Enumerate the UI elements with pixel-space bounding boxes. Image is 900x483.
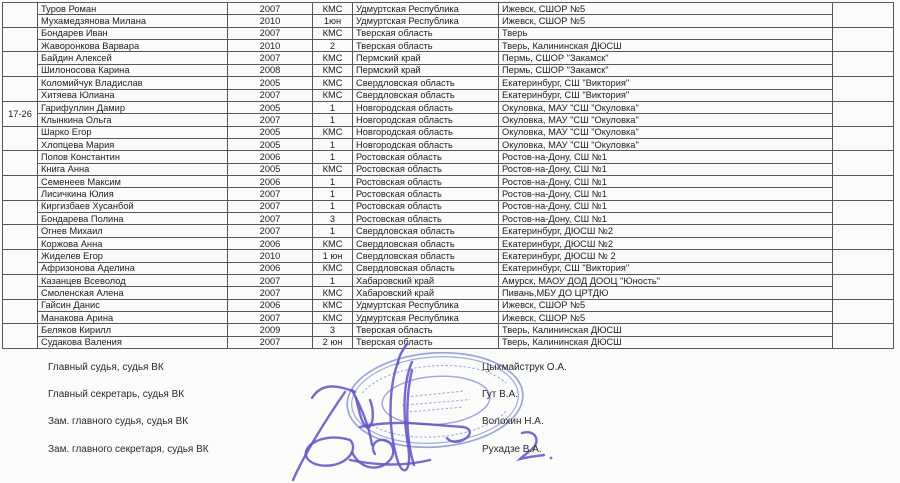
club-cell: Окуловка, МАУ "СШ "Окуловка" bbox=[499, 101, 833, 113]
rank-cell: КМС bbox=[313, 311, 353, 323]
name-cell: Хитяева Юлиана bbox=[38, 89, 228, 101]
table-row bbox=[3, 89, 894, 101]
table-row bbox=[3, 176, 894, 188]
signature-title-chief-secretary: Главный секретарь, судья ВК bbox=[48, 389, 185, 400]
region-cell: Ростовская область bbox=[353, 151, 499, 163]
signature-name-deputy-judge: Волохин Н.А. bbox=[482, 416, 544, 427]
year-cell: 2005 bbox=[228, 163, 313, 175]
year-cell: 2005 bbox=[228, 126, 313, 138]
region-cell: Ростовская область bbox=[353, 200, 499, 212]
rank-cell: 1 bbox=[313, 151, 353, 163]
results-table bbox=[2, 2, 894, 349]
name-cell: Гарифуллин Дамир bbox=[38, 101, 228, 113]
name-cell: Книга Анна bbox=[38, 163, 228, 175]
year-cell: 2009 bbox=[228, 324, 313, 336]
rank-cell: КМС bbox=[313, 3, 353, 15]
place-cell bbox=[3, 151, 38, 176]
name-cell: Судакова Валения bbox=[38, 336, 228, 348]
table-row bbox=[3, 15, 894, 27]
name-cell: Байдин Алексей bbox=[38, 52, 228, 64]
year-cell: 2008 bbox=[228, 64, 313, 76]
rank-cell: КМС bbox=[313, 52, 353, 64]
table-row bbox=[3, 77, 894, 89]
extra-cell bbox=[833, 101, 894, 126]
table-row bbox=[3, 188, 894, 200]
region-cell: Тверская область bbox=[353, 324, 499, 336]
signature-title-deputy-secretary: Зам. главного секретаря, судья ВК bbox=[48, 444, 209, 455]
name-cell: Семенеев Максим bbox=[38, 176, 228, 188]
name-cell: Огнев Михаил bbox=[38, 225, 228, 237]
year-cell: 2007 bbox=[228, 287, 313, 299]
table-row bbox=[3, 40, 894, 52]
name-cell: Шилоносова Карина bbox=[38, 64, 228, 76]
year-cell: 2006 bbox=[228, 299, 313, 311]
year-cell: 2006 bbox=[228, 262, 313, 274]
club-cell: Ростов-на-Дону, СШ №1 bbox=[499, 213, 833, 225]
region-cell: Тверская область bbox=[353, 40, 499, 52]
region-cell: Хабаровский край bbox=[353, 287, 499, 299]
name-cell: Бондарева Полина bbox=[38, 213, 228, 225]
rank-cell: КМС bbox=[313, 163, 353, 175]
club-cell: Ростов-на-Дону, СШ №1 bbox=[499, 188, 833, 200]
place-cell bbox=[3, 225, 38, 250]
club-cell: Окуловка, МАУ "СШ "Окуловка" bbox=[499, 138, 833, 150]
club-cell: Тверь, Калининская ДЮСШ bbox=[499, 336, 833, 348]
extra-cell bbox=[833, 274, 894, 299]
place-cell bbox=[3, 52, 38, 77]
rank-cell: КМС bbox=[313, 77, 353, 89]
club-cell: Амурск, МАОУ ДОД ДООЦ "Юность" bbox=[499, 274, 833, 286]
table-row bbox=[3, 151, 894, 163]
club-cell: Окуловка, МАУ "СШ "Окуловка" bbox=[499, 114, 833, 126]
year-cell: 2005 bbox=[228, 77, 313, 89]
year-cell: 2006 bbox=[228, 237, 313, 249]
place-cell: 17-26 bbox=[3, 101, 38, 126]
year-cell: 2010 bbox=[228, 40, 313, 52]
table-row bbox=[3, 3, 894, 15]
rank-cell: КМС bbox=[313, 27, 353, 39]
name-cell: Лисичкина Юлия bbox=[38, 188, 228, 200]
extra-cell bbox=[833, 126, 894, 151]
extra-cell bbox=[833, 151, 894, 176]
name-cell: Смоленская Алена bbox=[38, 287, 228, 299]
extra-cell bbox=[833, 52, 894, 77]
region-cell: Пермский край bbox=[353, 64, 499, 76]
rank-cell: КМС bbox=[313, 299, 353, 311]
rank-cell: 1 bbox=[313, 114, 353, 126]
stamp-and-signature bbox=[285, 338, 565, 483]
extra-cell bbox=[833, 200, 894, 225]
region-cell: Удмуртская Республика bbox=[353, 299, 499, 311]
region-cell: Новгородская область bbox=[353, 126, 499, 138]
club-cell: Ростов-на-Дону, СШ №1 bbox=[499, 163, 833, 175]
year-cell: 2007 bbox=[228, 27, 313, 39]
place-cell bbox=[3, 250, 38, 275]
region-cell: Свердловская область bbox=[353, 262, 499, 274]
name-cell: Клынкина Ольга bbox=[38, 114, 228, 126]
club-cell: Екатеринбург, ДЮСШ №2 bbox=[499, 225, 833, 237]
name-cell: Манакова Арина bbox=[38, 311, 228, 323]
year-cell: 2007 bbox=[228, 89, 313, 101]
table-row bbox=[3, 287, 894, 299]
year-cell: 2007 bbox=[228, 225, 313, 237]
region-cell: Ростовская область bbox=[353, 188, 499, 200]
name-cell: Шарко Егор bbox=[38, 126, 228, 138]
rank-cell: 1 bbox=[313, 176, 353, 188]
name-cell: Казанцев Всеволод bbox=[38, 274, 228, 286]
region-cell: Свердловская область bbox=[353, 89, 499, 101]
extra-cell bbox=[833, 299, 894, 324]
region-cell: Новгородская область bbox=[353, 138, 499, 150]
rank-cell: КМС bbox=[313, 89, 353, 101]
year-cell: 2007 bbox=[228, 311, 313, 323]
club-cell: Ростов-на-Дону, СШ №1 bbox=[499, 176, 833, 188]
rank-cell: КМС bbox=[313, 126, 353, 138]
region-cell: Свердловская область bbox=[353, 225, 499, 237]
region-cell: Хабаровский край bbox=[353, 274, 499, 286]
year-cell: 2005 bbox=[228, 138, 313, 150]
table-row bbox=[3, 311, 894, 323]
region-cell: Ростовская область bbox=[353, 163, 499, 175]
region-cell: Новгородская область bbox=[353, 101, 499, 113]
signature-title-deputy-judge: Зам. главного судья, судья ВК bbox=[48, 416, 189, 427]
rank-cell: КМС bbox=[313, 64, 353, 76]
club-cell: Окуловка, МАУ "СШ "Окуловка" bbox=[499, 126, 833, 138]
table-row bbox=[3, 299, 894, 311]
club-cell: Ростов-на-Дону, СШ №1 bbox=[499, 200, 833, 212]
rank-cell: 1юн bbox=[313, 15, 353, 27]
region-cell: Ростовская область bbox=[353, 176, 499, 188]
table-row bbox=[3, 126, 894, 138]
rank-cell: 3 bbox=[313, 213, 353, 225]
club-cell: Екатеринбург, ДЮСШ №2 bbox=[499, 237, 833, 249]
table-row bbox=[3, 213, 894, 225]
place-cell bbox=[3, 176, 38, 201]
rank-cell: 1 bbox=[313, 274, 353, 286]
extra-cell bbox=[833, 324, 894, 349]
year-cell: 2006 bbox=[228, 176, 313, 188]
table-row bbox=[3, 163, 894, 175]
rank-cell: КМС bbox=[313, 237, 353, 249]
year-cell: 2006 bbox=[228, 151, 313, 163]
name-cell: Хлопцева Мария bbox=[38, 138, 228, 150]
table-row bbox=[3, 324, 894, 336]
club-cell: Тверь bbox=[499, 27, 833, 39]
name-cell: Мухамедзянова Милана bbox=[38, 15, 228, 27]
extra-cell bbox=[833, 27, 894, 52]
name-cell: Беляков Кирилл bbox=[38, 324, 228, 336]
club-cell: Екатеринбург, СШ "Виктория" bbox=[499, 77, 833, 89]
rank-cell: 2 bbox=[313, 40, 353, 52]
club-cell: Екатеринбург, СШ "Виктория" bbox=[499, 89, 833, 101]
table-row bbox=[3, 64, 894, 76]
region-cell: Свердловская область bbox=[353, 250, 499, 262]
rank-cell: 1 bbox=[313, 138, 353, 150]
table-row bbox=[3, 250, 894, 262]
region-cell: Пермский край bbox=[353, 52, 499, 64]
rank-cell: КМС bbox=[313, 287, 353, 299]
place-cell bbox=[3, 3, 38, 28]
name-cell: Бондарев Иван bbox=[38, 27, 228, 39]
signature-title-chief-judge: Главный судья, судья ВК bbox=[48, 362, 164, 373]
rank-cell: 1 юн bbox=[313, 250, 353, 262]
club-cell: Пивань,МБУ ДО ЦРТДЮ bbox=[499, 287, 833, 299]
rank-cell: КМС bbox=[313, 262, 353, 274]
place-cell bbox=[3, 200, 38, 225]
extra-cell bbox=[833, 3, 894, 28]
club-cell: Ижевск, СШОР №5 bbox=[499, 299, 833, 311]
club-cell: Тверь, Калининская ДЮСШ bbox=[499, 40, 833, 52]
rank-cell: 3 bbox=[313, 324, 353, 336]
table-row bbox=[3, 52, 894, 64]
region-cell: Свердловская область bbox=[353, 237, 499, 249]
year-cell: 2005 bbox=[228, 101, 313, 113]
year-cell: 2007 bbox=[228, 213, 313, 225]
table-row bbox=[3, 262, 894, 274]
results-table-body bbox=[3, 3, 894, 349]
year-cell: 2010 bbox=[228, 15, 313, 27]
table-row bbox=[3, 27, 894, 39]
year-cell: 2007 bbox=[228, 336, 313, 348]
extra-cell bbox=[833, 77, 894, 102]
signature-name-chief-judge: Цыхмайструк О.А. bbox=[482, 362, 567, 373]
year-cell: 2007 bbox=[228, 188, 313, 200]
table-row bbox=[3, 138, 894, 150]
club-cell: Тверь, Калининская ДЮСШ bbox=[499, 324, 833, 336]
name-cell: Афризонова Аделина bbox=[38, 262, 228, 274]
name-cell: Жиделев Егор bbox=[38, 250, 228, 262]
table-row bbox=[3, 225, 894, 237]
table-row bbox=[3, 274, 894, 286]
region-cell: Новгородская область bbox=[353, 114, 499, 126]
year-cell: 2007 bbox=[228, 200, 313, 212]
club-cell: Пермь, СШОР "Закамск" bbox=[499, 52, 833, 64]
year-cell: 2007 bbox=[228, 52, 313, 64]
place-cell bbox=[3, 77, 38, 102]
rank-cell: 1 bbox=[313, 101, 353, 113]
place-cell bbox=[3, 274, 38, 299]
table-row bbox=[3, 237, 894, 249]
region-cell: Удмуртская Республика bbox=[353, 3, 499, 15]
name-cell: Туров Роман bbox=[38, 3, 228, 15]
year-cell: 2007 bbox=[228, 3, 313, 15]
signature-name-deputy-secretary: Рухадзе В.А. bbox=[482, 444, 542, 455]
extra-cell bbox=[833, 225, 894, 250]
club-cell: Екатеринбург, СШ "Виктория" bbox=[499, 262, 833, 274]
name-cell: Коржова Анна bbox=[38, 237, 228, 249]
region-cell: Удмуртская Республика bbox=[353, 311, 499, 323]
region-cell: Ростовская область bbox=[353, 213, 499, 225]
extra-cell bbox=[833, 250, 894, 275]
place-cell bbox=[3, 299, 38, 324]
table-row bbox=[3, 200, 894, 212]
name-cell: Попов Константин bbox=[38, 151, 228, 163]
name-cell: Коломийчук Владислав bbox=[38, 77, 228, 89]
club-cell: Пермь, СШОР "Закамск" bbox=[499, 64, 833, 76]
rank-cell: 1 bbox=[313, 225, 353, 237]
signature-name-chief-secretary: Гут В.А. bbox=[482, 389, 519, 400]
year-cell: 2010 bbox=[228, 250, 313, 262]
table-row bbox=[3, 114, 894, 126]
club-cell: Ростов-на-Дону, СШ №1 bbox=[499, 151, 833, 163]
region-cell: Удмуртская Республика bbox=[353, 15, 499, 27]
place-cell bbox=[3, 324, 38, 349]
club-cell: Екатеринбург, ДЮСШ № 2 bbox=[499, 250, 833, 262]
name-cell: Киргизбаев Хусанбой bbox=[38, 200, 228, 212]
club-cell: Ижевск, СШОР №5 bbox=[499, 15, 833, 27]
club-cell: Ижевск, СШОР №5 bbox=[499, 3, 833, 15]
place-cell bbox=[3, 126, 38, 151]
rank-cell: 1 bbox=[313, 200, 353, 212]
rank-cell: 2 юн bbox=[313, 336, 353, 348]
year-cell: 2007 bbox=[228, 274, 313, 286]
name-cell: Гайсин Данис bbox=[38, 299, 228, 311]
rank-cell: 1 bbox=[313, 188, 353, 200]
place-cell bbox=[3, 27, 38, 52]
year-cell: 2007 bbox=[228, 114, 313, 126]
club-cell: Ижевск, СШОР №5 bbox=[499, 311, 833, 323]
region-cell: Тверская область bbox=[353, 27, 499, 39]
region-cell: Свердловская область bbox=[353, 77, 499, 89]
extra-cell bbox=[833, 176, 894, 201]
region-cell: Тверская область bbox=[353, 336, 499, 348]
name-cell: Жаворонкова Варвара bbox=[38, 40, 228, 52]
table-row bbox=[3, 101, 894, 113]
